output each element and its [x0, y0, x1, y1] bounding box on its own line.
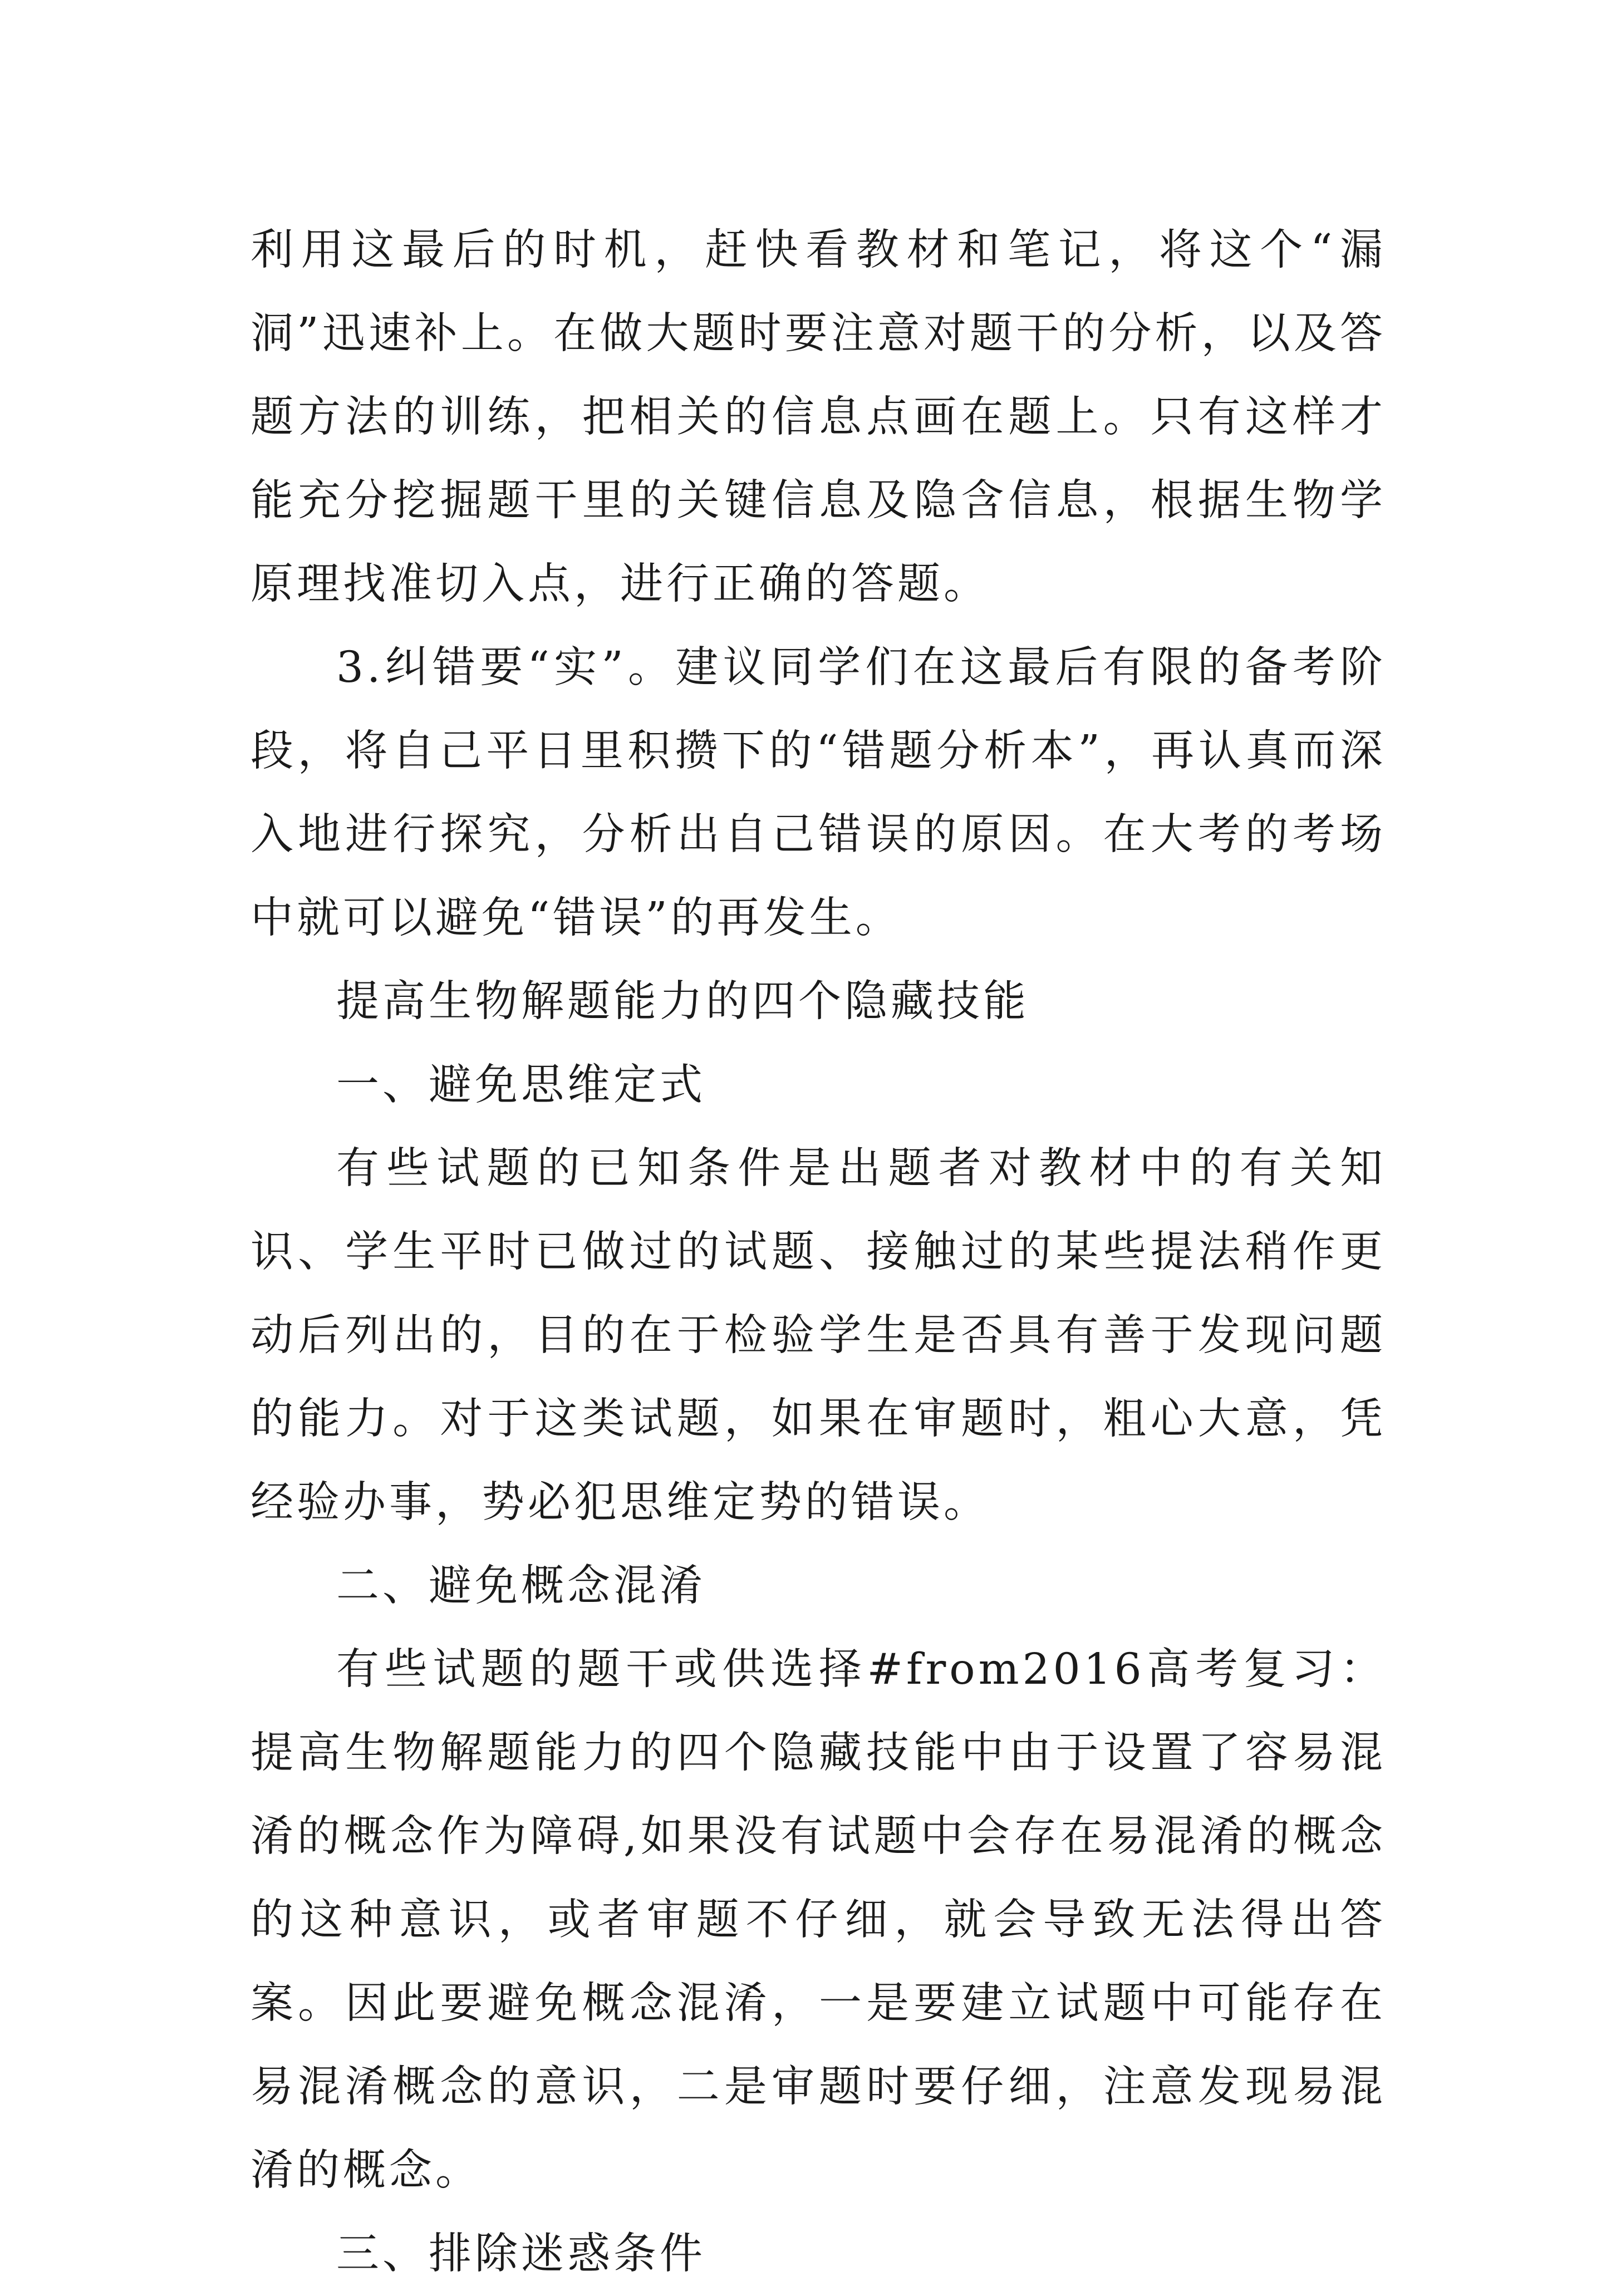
- paragraph-avoid-mindset: 有些试题的已知条件是出题者对教材中的有关知识、学生平时已做过的试题、接触过的某些提法稍作更动后列出的，目的在于检验学生是否具有善于发现问题的能力。对于这类试题，如果在审题时，粗心大意，凭经验办事，势必犯思维定势的错误。: [251, 1144, 1386, 1527]
- paragraph-continuation: 利用这最后的时机，赶快看教材和笔记，将这个“漏洞”迅速补上。在做大题时要注意对题干的分析，以及答题方法的训练，把相关的信息点画在题上。只有这样才能充分挖掘题干里的关键信息及隐含信息，根据生物学原理找准切入点，进行正确的答题。: [251, 225, 1386, 609]
- subheading-avoid-mindset: 一、避免思维定式: [336, 1060, 706, 1110]
- paragraph-error-correction: 3.纠错要“实”。建议同学们在这最后有限的备考阶段，将自己平日里积攒下的“错题分析本”，再认真而深入地进行探究，分析出自己错误的原因。在大考的考场中就可以避免“错误”的再发生。: [251, 643, 1386, 943]
- document-body: [251, 209, 1386, 2296]
- section-title: 提高生物解题能力的四个隐藏技能: [336, 977, 1029, 1026]
- subheading-avoid-confusion: 二、避免概念混淆: [336, 1561, 706, 1611]
- subheading-exclude-misleading: 三、排除迷惑条件: [336, 2229, 706, 2279]
- paragraph-avoid-confusion: 有些试题的题干或供选择#from2016高考复习：提高生物解题能力的四个隐藏技能中由于设置了容易混淆的概念作为障碍,如果没有试题中会存在易混淆的概念的这种意识，或者审题不仔细，就会导致无法得出答案。因此要避免概念混淆，一是要建立试题中可能存在易混淆概念的意识，二是审题时要仔细，注意发现易混淆的概念。: [251, 1645, 1386, 2195]
